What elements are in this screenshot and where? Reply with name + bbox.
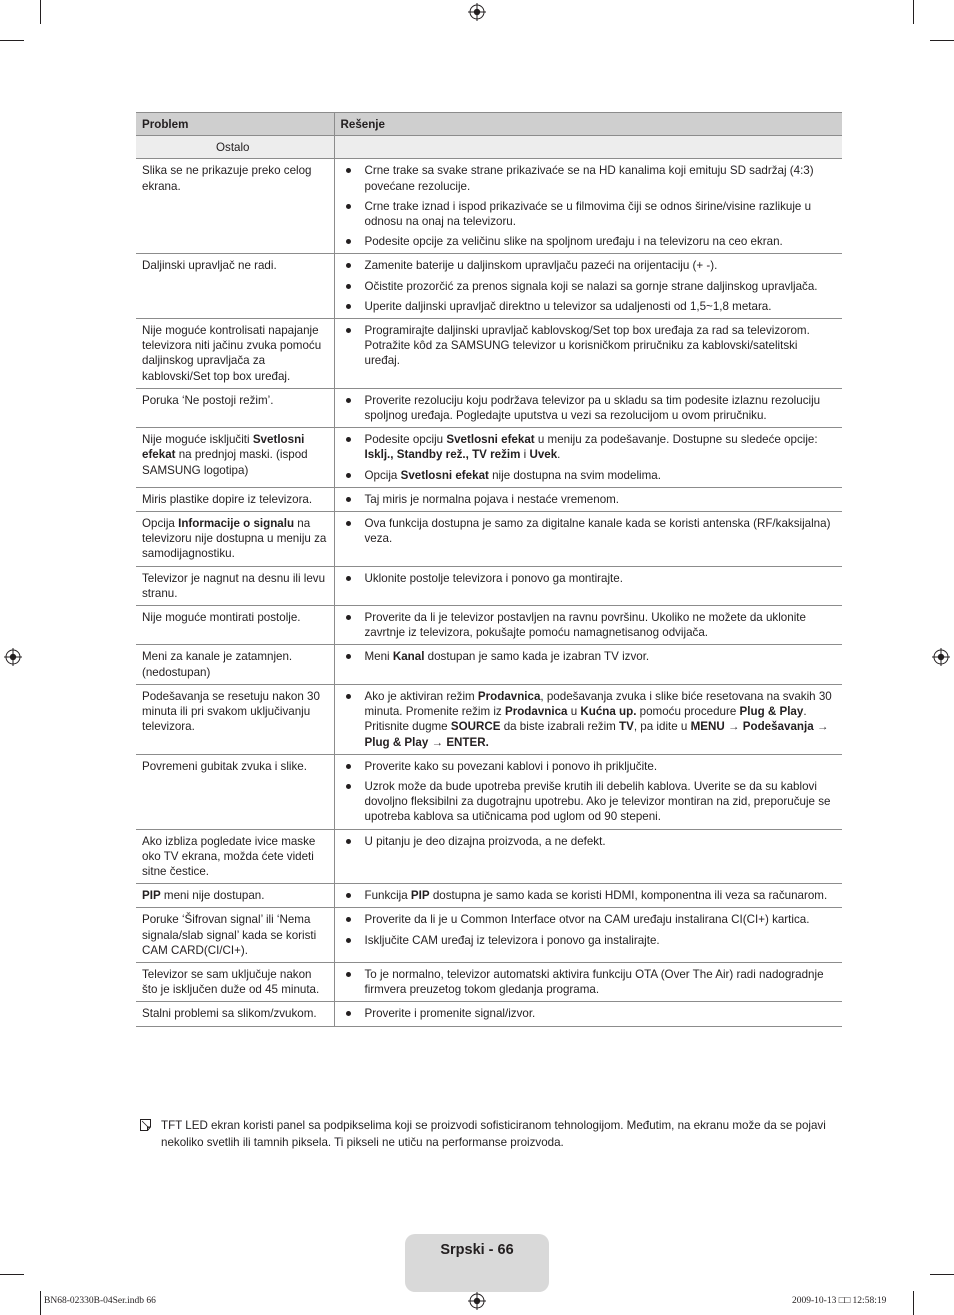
solution-text: Opcija bbox=[364, 468, 401, 482]
problem-text: Opcija bbox=[142, 517, 179, 531]
solution-text: Funkcija bbox=[364, 889, 411, 903]
problem-cell: Podešavanja se resetuju nakon 30 minuta ili pri svakom uključivanju televizora. bbox=[136, 684, 334, 754]
solution-item: Uzrok može da bude upotreba previše krutih ili debelih kablova. Uverite se da su kablovi dovoljno fleksibilni za dugotrajnu upotrebu. Ako je televizor montiran na zid, preporučuje se upotreba kablova sa utičnicama pod uglom od 90 stepeni. bbox=[341, 779, 837, 825]
note-icon bbox=[140, 1119, 151, 1131]
solution-bold-text: Prodavnica bbox=[477, 689, 541, 703]
problem-cell: Miris plastike dopire iz televizora. bbox=[136, 487, 334, 511]
registration-mark-icon bbox=[468, 1292, 486, 1310]
solution-cell bbox=[334, 754, 842, 829]
crop-mark bbox=[913, 0, 914, 24]
solution-list bbox=[341, 571, 837, 586]
solution-text: pomoću procedure bbox=[636, 705, 740, 719]
problem-cell: Povremeni gubitak zvuka i slike. bbox=[136, 754, 334, 829]
solution-cell bbox=[334, 684, 842, 754]
solution-list bbox=[341, 912, 837, 947]
problem-cell: Nije moguće montirati postolje. bbox=[136, 606, 334, 645]
solution-cell bbox=[334, 1002, 842, 1026]
solution-item: Crne trake iznad i ispod prikazivaće se u filmovima čiji se odnos širine/visine razlikuje u odnosu na onaj na televizoru. bbox=[341, 199, 837, 229]
solution-cell bbox=[334, 884, 842, 908]
table-row bbox=[136, 1002, 842, 1026]
solution-item: Zamenite baterije u daljinskom upravljaču pazeći na orijentaciju (+ -). bbox=[341, 258, 837, 273]
crop-mark bbox=[0, 40, 24, 41]
solution-item: Proverite da li je u Common Interface otvor na CAM uređaju instalirana CI(CI+) kartica. bbox=[341, 912, 837, 927]
solution-item: Isključite CAM uređaj iz televizora i ponovo ga instalirajte. bbox=[341, 933, 837, 948]
solution-cell bbox=[334, 962, 842, 1001]
problem-cell: Televizor je nagnut na desnu ili levu stranu. bbox=[136, 566, 334, 605]
group-label: Ostalo bbox=[136, 136, 334, 159]
solution-text: . Pritisnite dugme bbox=[364, 705, 807, 734]
problem-cell: Nije moguće kontrolisati napajanje televizora niti jačinu zvuka pomoću daljinskog upravljača za kablovski/Set top box uređaj. bbox=[136, 319, 334, 389]
problem-cell bbox=[136, 884, 334, 908]
solution-cell bbox=[334, 319, 842, 389]
solution-item: Proverite rezoluciju koju podržava televizor pa u skladu sa tim podesite izlaznu rezoluciju spoljnog uređaja. Pogledajte uputstva u vezi sa rezolucijom u ovom priručniku. bbox=[341, 393, 837, 423]
table-row bbox=[136, 962, 842, 1001]
problem-bold-text: Svetlosni efekat bbox=[142, 433, 305, 462]
note-block bbox=[140, 1118, 840, 1151]
solution-cell bbox=[334, 606, 842, 645]
solution-list bbox=[341, 492, 837, 507]
solution-text: Meni bbox=[364, 650, 393, 664]
solution-cell bbox=[334, 487, 842, 511]
problem-cell: Slika se ne prikazuje preko celog ekrana. bbox=[136, 159, 334, 254]
solution-item bbox=[341, 888, 837, 903]
solution-item: U pitanju je deo dizajna proizvoda, a ne defekt. bbox=[341, 834, 837, 849]
solution-item: Taj miris je normalna pojava i nestaće vremenom. bbox=[341, 492, 837, 507]
crop-mark bbox=[40, 1291, 41, 1315]
table-row bbox=[136, 159, 842, 254]
solution-cell bbox=[334, 908, 842, 963]
note-text: TFT LED ekran koristi panel sa podpikselima koji se proizvodi sofisticiranom tehnologijom. Međutim, na ekranu može da se pojavi nekoliko svetlih ili tamnih piksela. Ti pikseli ne utiču na performanse proizvoda. bbox=[161, 1119, 826, 1149]
group-empty-cell bbox=[334, 136, 842, 159]
solution-item: Proverite i promenite signal/izvor. bbox=[341, 1006, 837, 1021]
solution-text: u bbox=[567, 705, 581, 719]
crop-mark bbox=[930, 1274, 954, 1275]
solution-list bbox=[341, 163, 837, 249]
table-row bbox=[136, 606, 842, 645]
solution-text: nije dostupna na svim modelima. bbox=[488, 468, 661, 482]
solution-text: i bbox=[520, 448, 530, 462]
crop-mark bbox=[0, 1274, 24, 1275]
footer-datetime: 2009-10-13 □□ 12:58:19 bbox=[792, 1296, 887, 1306]
table-row bbox=[136, 645, 842, 684]
table-row bbox=[136, 884, 842, 908]
solution-cell bbox=[334, 428, 842, 488]
table-row bbox=[136, 428, 842, 488]
solution-cell bbox=[334, 512, 842, 567]
solution-list bbox=[341, 393, 837, 423]
solution-text: u meniju za podešavanje. Dostupne su sledeće opcije: bbox=[534, 433, 818, 447]
table-row bbox=[136, 829, 842, 884]
solution-list bbox=[341, 323, 837, 369]
registration-mark-icon bbox=[4, 648, 22, 666]
problem-bold-text: PIP bbox=[142, 889, 161, 903]
column-header-problem: Problem bbox=[136, 113, 334, 136]
problem-cell: Televizor se sam uključuje nakon što je isključen duže od 45 minuta. bbox=[136, 962, 334, 1001]
solution-item: Očistite prozorčić za prenos signala koji se nalazi sa gornje strane daljinskog upravljača. bbox=[341, 279, 837, 294]
solution-item: Ova funkcija dostupna je samo za digitalne kanale kada se koristi antenska (RF/kaksijalna) veza. bbox=[341, 516, 837, 546]
solution-cell bbox=[334, 254, 842, 319]
solution-bold-text: SOURCE bbox=[450, 720, 501, 734]
solution-bold-text: . bbox=[485, 735, 489, 749]
table-row bbox=[136, 487, 842, 511]
solution-item: Uklonite postolje televizora i ponovo ga montirajte. bbox=[341, 571, 837, 586]
solution-bold-text: Kanal bbox=[392, 650, 425, 664]
table-row bbox=[136, 684, 842, 754]
registration-mark-icon bbox=[932, 648, 950, 666]
problem-cell: Daljinski upravljač ne radi. bbox=[136, 254, 334, 319]
table-row bbox=[136, 754, 842, 829]
problem-text: na prednjoj maski. (ispod SAMSUNG logotipa) bbox=[142, 448, 308, 477]
solution-cell bbox=[334, 645, 842, 684]
solution-item: Podesite opcije za veličinu slike na spoljnom uređaju i na televizoru na ceo ekran. bbox=[341, 234, 837, 249]
crop-mark bbox=[930, 40, 954, 41]
table-body bbox=[136, 136, 842, 1026]
table-row bbox=[136, 566, 842, 605]
problem-text: Nije moguće isključiti bbox=[142, 433, 253, 447]
problem-bold-text: Informacije o signalu bbox=[178, 517, 295, 531]
table-row bbox=[136, 388, 842, 427]
solution-bold-text: Svetlosni efekat bbox=[446, 433, 535, 447]
table-row bbox=[136, 319, 842, 389]
solution-text: , podešavanja zvuka i slike biće resetovana na svakih 30 minuta. Promenite režim iz bbox=[364, 689, 832, 719]
solution-list bbox=[341, 834, 837, 849]
solution-item: Proverite da li je televizor postavljen na ravnu površinu. Ukoliko ne možete da uklonite zavrtnje iz televizora, pokušajte pomoću namagnetisanog odvijača. bbox=[341, 610, 837, 640]
problem-cell: Meni za kanale je zatamnjen. (nedostupan) bbox=[136, 645, 334, 684]
solution-bold-text: Kućna up. bbox=[580, 705, 637, 719]
solution-text: Ako je aktiviran režim bbox=[364, 689, 478, 703]
solution-list bbox=[341, 967, 837, 997]
solution-item bbox=[341, 468, 837, 483]
solution-item bbox=[341, 432, 837, 462]
table-row bbox=[136, 908, 842, 963]
solution-item: Proverite kako su povezani kablovi i ponovo ih priključite. bbox=[341, 759, 837, 774]
problem-cell: Poruka ‘Ne postoji režim’. bbox=[136, 388, 334, 427]
solution-list bbox=[341, 1006, 837, 1021]
problem-cell bbox=[136, 512, 334, 567]
solution-bold-text: Plug & Play bbox=[739, 705, 804, 719]
problem-cell: Poruke ‘Šifrovan signal’ ili ‘Nema signala/slab signal’ kada se koristi CAM CARD(CI/CI+). bbox=[136, 908, 334, 963]
solution-bold-text: PIP bbox=[410, 889, 430, 903]
solution-item: Programirajte daljinski upravljač kablovskog/Set top box uređaja za rad sa televizorom. Potražite kôd za SAMSUNG televizor u korisničkom priručniku za kablovski/satelitski uređaj. bbox=[341, 323, 837, 369]
solution-list bbox=[341, 516, 837, 546]
solution-cell bbox=[334, 159, 842, 254]
solution-item: To je normalno, televizor automatski aktivira funkciju OTA (Over The Air) radi nadogradnje firmvera preuzetog tokom gledanja programa. bbox=[341, 967, 837, 997]
page-number: Srpski - 66 bbox=[440, 1242, 514, 1258]
problem-cell bbox=[136, 428, 334, 488]
solution-text: dostupna je samo kada se koristi HDMI, komponentna ili veza sa računarom. bbox=[429, 889, 828, 903]
solution-cell bbox=[334, 388, 842, 427]
solution-cell bbox=[334, 566, 842, 605]
problem-text: meni nije dostupan. bbox=[160, 889, 265, 903]
solution-item: Uperite daljinski upravljač direktno u televizor sa udaljenosti od 1,5~1,8 metara. bbox=[341, 299, 837, 314]
solution-bold-text: MENU → Podešavanja → Plug & Play → ENTER bbox=[364, 720, 829, 749]
table-row bbox=[136, 512, 842, 567]
table-header-row bbox=[136, 113, 842, 136]
solution-item: Crne trake sa svake strane prikazivaće se na HD kanalima koji emituju SD sadržaj (4:3) povećane rezolucije. bbox=[341, 163, 837, 193]
table-row bbox=[136, 254, 842, 319]
solution-cell bbox=[334, 829, 842, 884]
solution-list bbox=[341, 689, 837, 750]
solution-list bbox=[341, 759, 837, 825]
page-number-tab bbox=[405, 1234, 549, 1292]
column-header-solution: Rešenje bbox=[334, 113, 842, 136]
solution-list bbox=[341, 888, 837, 903]
solution-text: da biste izabrali režim bbox=[500, 720, 620, 734]
solution-bold-text: Svetlosni efekat bbox=[400, 468, 489, 482]
solution-list bbox=[341, 432, 837, 483]
solution-item bbox=[341, 649, 837, 664]
solution-list bbox=[341, 610, 837, 640]
group-row bbox=[136, 136, 842, 159]
solution-bold-text: Prodavnica bbox=[504, 705, 568, 719]
solution-bold-text: Isklj., Standby rež., TV režim bbox=[364, 448, 521, 462]
crop-mark bbox=[40, 0, 41, 24]
solution-text: dostupan je samo kada je izabran TV izvor. bbox=[424, 650, 650, 664]
solution-bold-text: TV bbox=[619, 720, 634, 734]
solution-text: Podesite opciju bbox=[364, 433, 447, 447]
problem-cell: Stalni problemi sa slikom/zvukom. bbox=[136, 1002, 334, 1026]
problem-text: na televizoru nije dostupna u meniju za samodijagnostiku. bbox=[142, 517, 327, 561]
crop-mark bbox=[913, 1291, 914, 1315]
registration-mark-icon bbox=[468, 3, 486, 21]
solution-list bbox=[341, 649, 837, 664]
footer-file: BN68-02330B-04Ser.indb 66 bbox=[44, 1296, 156, 1306]
troubleshooting-table bbox=[136, 112, 842, 1027]
solution-text: . bbox=[557, 448, 561, 462]
problem-cell: Ako izbliza pogledate ivice maske oko TV ekrana, možda ćete videti sitne čestice. bbox=[136, 829, 334, 884]
solution-text: , pa idite u bbox=[633, 720, 691, 734]
solution-bold-text: Uvek bbox=[529, 448, 558, 462]
solution-list bbox=[341, 258, 837, 314]
solution-item bbox=[341, 689, 837, 750]
